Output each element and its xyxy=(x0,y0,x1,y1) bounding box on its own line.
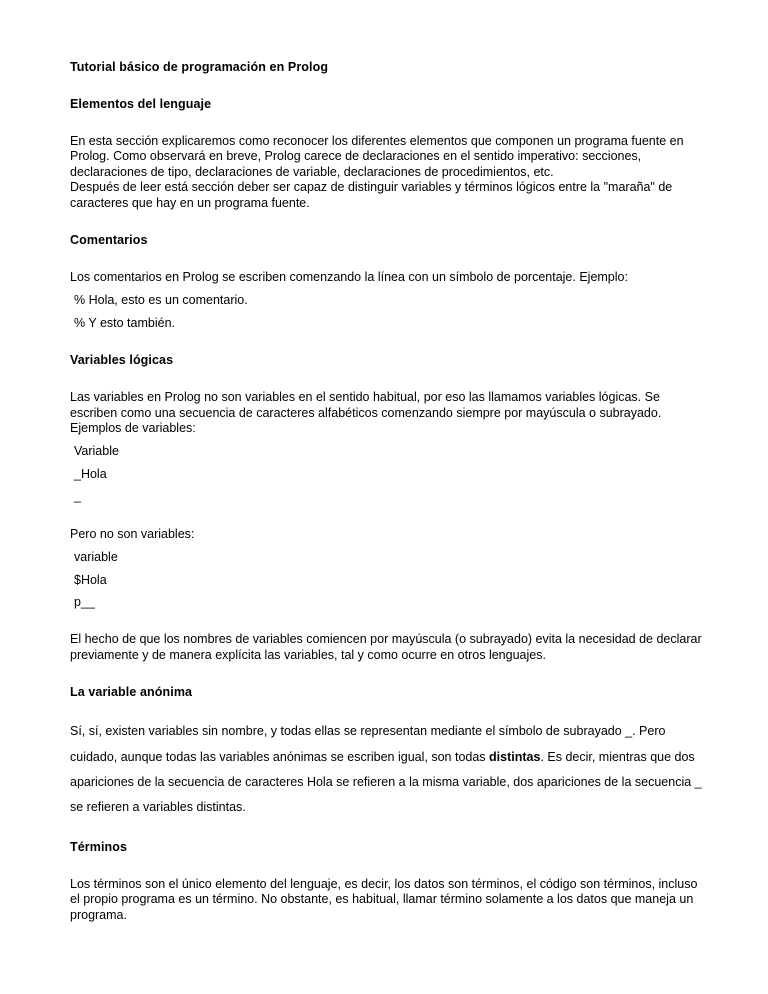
paragraph-no-son-variables: Pero no son variables: xyxy=(70,526,195,541)
example-block-variables-validas xyxy=(70,444,702,504)
document-body xyxy=(70,60,702,923)
example-block-comentarios xyxy=(70,293,702,331)
example-block-variables-invalidas xyxy=(70,550,702,610)
paragraph-elementos-objetivo: Después de leer está sección deber ser capaz de distinguir variables y términos lógicos entre la "maraña" de caracteres que hay en un programa fuente. xyxy=(70,180,673,210)
paragraph-variables-logicas-intro: Las variables en Prolog no son variables en el sentido habitual, por eso las llamamos variables lógicas. Se escriben como una secuencia de caracteres alfabéticos comenzando siempre por mayúscula o subrayado. Ejemplos de variables: xyxy=(70,390,662,436)
example-line: _Hola xyxy=(74,466,107,481)
paragraph-variable-anonima xyxy=(70,719,702,821)
section-heading-la-variable-anonima: La variable anónima xyxy=(70,685,193,700)
document-title: Tutorial básico de programación en Prolog xyxy=(70,60,329,74)
section-heading-terminos: Términos xyxy=(70,839,128,854)
example-line: % Hola, esto es un comentario. xyxy=(74,293,248,308)
example-line: Variable xyxy=(74,444,119,459)
example-line: $Hola xyxy=(74,572,107,587)
section-heading-comentarios: Comentarios xyxy=(70,233,148,248)
paragraph-comentarios-intro: Los comentarios en Prolog se escriben comenzando la línea con un símbolo de porcentaje. Ejemplo: xyxy=(70,270,628,285)
section-heading-elementos-del-lenguaje: Elementos del lenguaje xyxy=(70,97,212,111)
paragraph-elementos-intro: En esta sección explicaremos como reconocer los diferentes elementos que componen un programa fuente en Prolog. Como observará en breve, Prolog carece de declaraciones en el sentido imperativo: secciones, declaraciones de tipo, declaraciones de variable, declaraciones de procedimientos, etc. xyxy=(70,134,684,179)
emphasis-distintas: distintas xyxy=(489,749,541,764)
example-line: variable xyxy=(74,550,118,565)
example-line: % Y esto también. xyxy=(74,315,175,330)
paragraph-terminos: Los términos son el único elemento del lenguaje, es decir, los datos son términos, el código son términos, incluso el propio programa es un término. No obstante, es habitual, llamar término solamente a los datos que maneja un programa. xyxy=(70,876,698,922)
paragraph-variable-anonima-part-2: . Es decir, mientras que dos apariciones de la secuencia de caracteres Hola se refieren a la misma variable, dos apariciones de la secuencia _ se refieren a variables distintas. xyxy=(70,749,702,815)
example-line: p__ xyxy=(74,594,95,609)
example-line: _ xyxy=(74,489,81,504)
section-heading-variables-logicas: Variables lógicas xyxy=(70,353,174,368)
paragraph-variables-mayuscula: El hecho de que los nombres de variables comiencen por mayúscula (o subrayado) evita la necesidad de declarar previamente y de manera explícita las variables, tal y como ocurre en otros lenguajes. xyxy=(70,632,702,662)
paragraph-variable-anonima-part-1: Sí, sí, existen variables sin nombre, y todas ellas se representan mediante el símbolo de subrayado _. Pero cuidado, aunque todas las variables anónimas se escriben igual, son todas xyxy=(70,724,666,764)
